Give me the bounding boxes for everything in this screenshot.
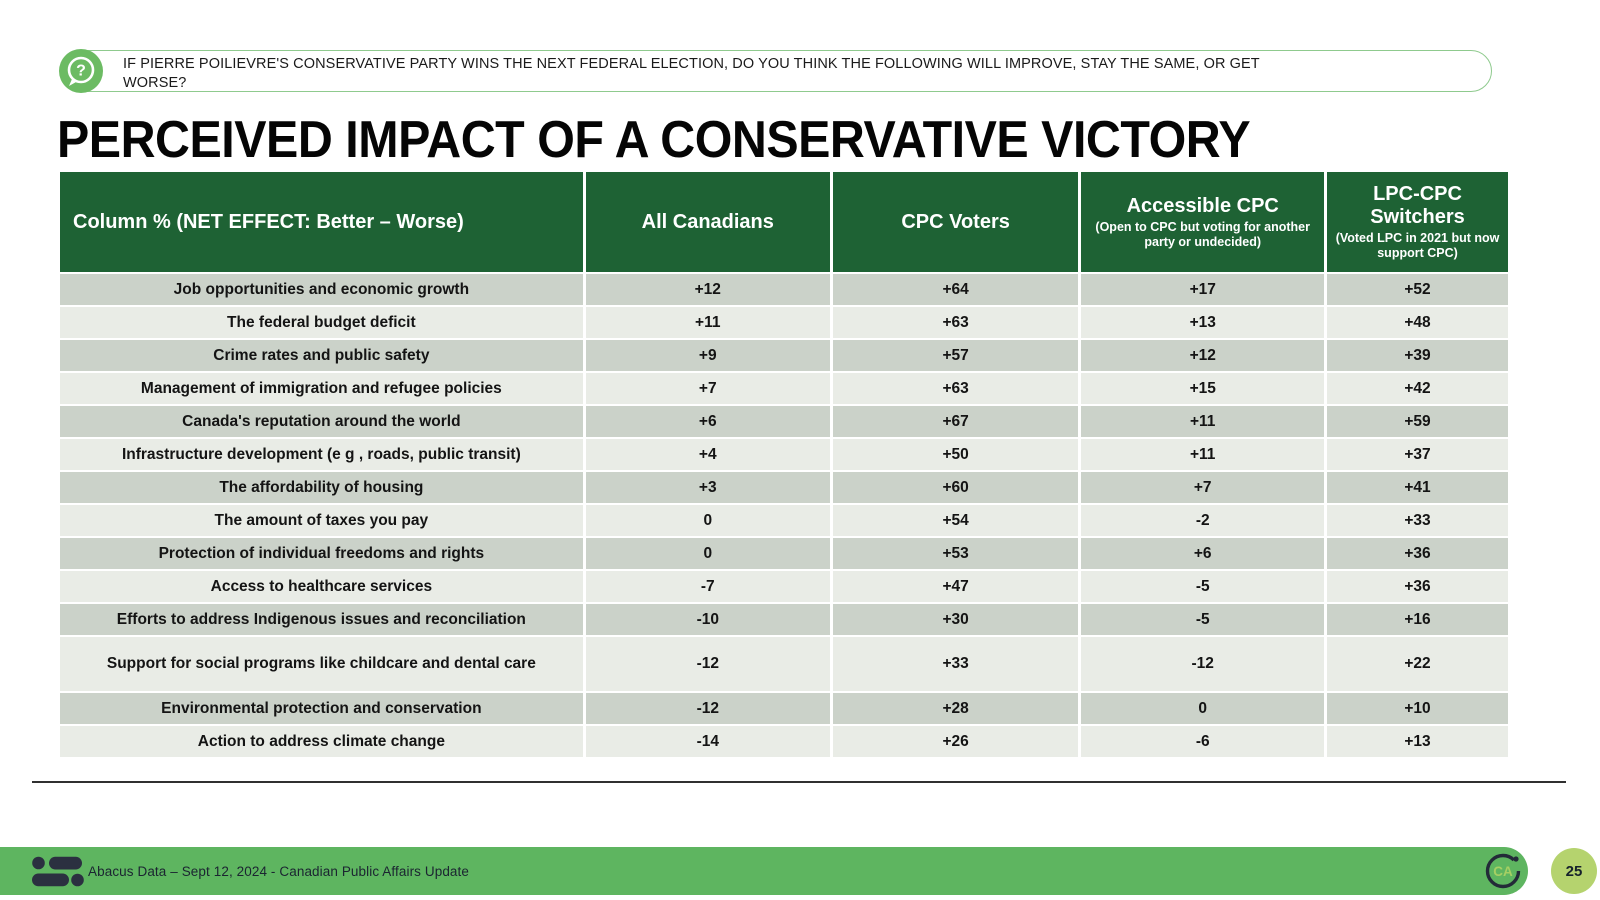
value-cell: +48 (1327, 307, 1508, 338)
ca-badge-icon (1483, 851, 1523, 891)
row-label-cell (60, 307, 583, 338)
column-header-label: LPC-CPC Switchers (1370, 183, 1465, 228)
row-label-cell (60, 637, 583, 691)
row-label: Canada's reputation around the world (182, 412, 461, 430)
value-cell: +64 (833, 274, 1079, 305)
value-cell: -6 (1081, 726, 1324, 757)
value-cell: +11 (586, 307, 830, 338)
value-cell: -14 (586, 726, 830, 757)
row-label: Management of immigration and refugee policies (140, 379, 502, 397)
value-cell: +15 (1081, 373, 1324, 404)
row-label: Action to address climate change (197, 732, 445, 750)
column-header-label: Accessible CPC (1126, 194, 1279, 217)
value-cell: +37 (1327, 439, 1508, 470)
row-label: Support for social programs like childcare and dental care (106, 655, 536, 673)
value-cell: +30 (833, 604, 1079, 635)
value-cell: +13 (1327, 726, 1508, 757)
value-cell: +10 (1327, 693, 1508, 724)
value-cell: +13 (1081, 307, 1324, 338)
value-cell: -5 (1081, 604, 1324, 635)
table-row (60, 505, 1508, 536)
table-row (60, 693, 1508, 724)
value-cell: +33 (1327, 505, 1508, 536)
results-table (57, 170, 1511, 759)
row-label-cell (60, 340, 583, 371)
value-cell: +7 (586, 373, 830, 404)
value-cell: +26 (833, 726, 1079, 757)
row-label: Environmental protection and conservation (161, 699, 482, 717)
table-body (60, 274, 1508, 757)
table-row (60, 538, 1508, 569)
question-bubble-icon (58, 48, 104, 94)
value-cell: +22 (1327, 637, 1508, 691)
value-cell: -12 (586, 637, 830, 691)
value-cell: +52 (1327, 274, 1508, 305)
value-cell: +6 (1081, 538, 1324, 569)
table-row (60, 373, 1508, 404)
table-row (60, 274, 1508, 305)
value-cell: +67 (833, 406, 1079, 437)
row-label-cell (60, 439, 583, 470)
column-header-lpc-cpc-switchers (1327, 172, 1508, 272)
value-cell: +36 (1327, 538, 1508, 569)
value-cell: +60 (833, 472, 1079, 503)
question-banner (60, 50, 1492, 92)
value-cell: 0 (586, 505, 830, 536)
footer-source-text: Abacus Data – Sept 12, 2024 - Canadian Public Affairs Update (88, 863, 469, 879)
svg-text:?: ? (76, 62, 86, 80)
table-row (60, 726, 1508, 757)
value-cell: +59 (1327, 406, 1508, 437)
value-cell: +4 (586, 439, 830, 470)
bottom-divider (32, 781, 1566, 783)
value-cell: +28 (833, 693, 1079, 724)
value-cell: -10 (586, 604, 830, 635)
question-text: IF PIERRE POILIEVRE'S CONSERVATIVE PARTY WINS THE NEXT FEDERAL ELECTION, DO YOU THINK THE FOLLOWING WILL IMPROVE, STAY THE SAME, OR GET WORSE? (123, 56, 1260, 92)
page-number-badge (1551, 848, 1597, 894)
row-label-cell (60, 693, 583, 724)
row-label-cell (60, 472, 583, 503)
value-cell: +3 (586, 472, 830, 503)
value-cell: +11 (1081, 406, 1324, 437)
value-cell: +41 (1327, 472, 1508, 503)
row-label: Protection of individual freedoms and rights (158, 544, 485, 562)
value-cell: +50 (833, 439, 1079, 470)
value-cell: +16 (1327, 604, 1508, 635)
column-header-sublabel: (Voted LPC in 2021 but now support CPC) (1335, 231, 1500, 260)
value-cell: -5 (1081, 571, 1324, 602)
row-label-cell (60, 726, 583, 757)
value-cell: +33 (833, 637, 1079, 691)
value-cell: +7 (1081, 472, 1324, 503)
column-header-accessible-cpc (1081, 172, 1324, 272)
header-row (60, 172, 1508, 272)
row-label-cell (60, 604, 583, 635)
column-header-cpc-voters (833, 172, 1079, 272)
row-label: Job opportunities and economic growth (173, 280, 470, 298)
table-row (60, 307, 1508, 338)
row-label-cell (60, 505, 583, 536)
value-cell: +39 (1327, 340, 1508, 371)
value-cell: +17 (1081, 274, 1324, 305)
value-cell: +12 (586, 274, 830, 305)
table-row (60, 406, 1508, 437)
value-cell: +63 (833, 373, 1079, 404)
value-cell: +63 (833, 307, 1079, 338)
value-cell: -12 (1081, 637, 1324, 691)
table-row (60, 571, 1508, 602)
page-title: PERCEIVED IMPACT OF A CONSERVATIVE VICTORY (57, 111, 1251, 169)
column-header-label: CPC Voters (901, 210, 1010, 233)
value-cell: +54 (833, 505, 1079, 536)
row-label-cell (60, 406, 583, 437)
table-row (60, 604, 1508, 635)
column-header-sublabel: (Open to CPC but voting for another party or undecided) (1095, 219, 1310, 249)
row-label-cell (60, 373, 583, 404)
row-label: The affordability of housing (219, 478, 424, 496)
value-cell: +36 (1327, 571, 1508, 602)
table-row (60, 340, 1508, 371)
table-row (60, 439, 1508, 470)
row-label: The federal budget deficit (227, 313, 416, 331)
value-cell: +47 (833, 571, 1079, 602)
table-row (60, 472, 1508, 503)
column-header-label: Column % (NET EFFECT: Better – Worse) (73, 210, 464, 233)
value-cell: +53 (833, 538, 1079, 569)
value-cell: +42 (1327, 373, 1508, 404)
column-header-all-canadians (586, 172, 830, 272)
row-label-cell (60, 538, 583, 569)
footer-bar (0, 847, 1528, 895)
value-cell: +12 (1081, 340, 1324, 371)
abacus-data-logo-icon (32, 856, 84, 892)
row-label: Access to healthcare services (210, 577, 433, 595)
value-cell: +6 (586, 406, 830, 437)
value-cell: -7 (586, 571, 830, 602)
row-label: The amount of taxes you pay (214, 511, 429, 529)
value-cell: +11 (1081, 439, 1324, 470)
value-cell: 0 (586, 538, 830, 569)
row-label: Crime rates and public safety (213, 346, 430, 364)
table-row (60, 637, 1508, 691)
value-cell: 0 (1081, 693, 1324, 724)
svg-text:CA: CA (1493, 864, 1513, 879)
value-cell: -2 (1081, 505, 1324, 536)
row-label-cell (60, 571, 583, 602)
column-header-topic (60, 172, 583, 272)
row-label-cell (60, 274, 583, 305)
value-cell: +9 (586, 340, 830, 371)
value-cell: +57 (833, 340, 1079, 371)
column-header-label: All Canadians (641, 210, 774, 233)
row-label: Efforts to address Indigenous issues and reconciliation (116, 610, 526, 628)
row-label: Infrastructure development (e g , roads, public transit) (121, 445, 521, 463)
results-table-wrap (60, 172, 1508, 757)
page-number: 25 (1565, 862, 1583, 880)
value-cell: -12 (586, 693, 830, 724)
